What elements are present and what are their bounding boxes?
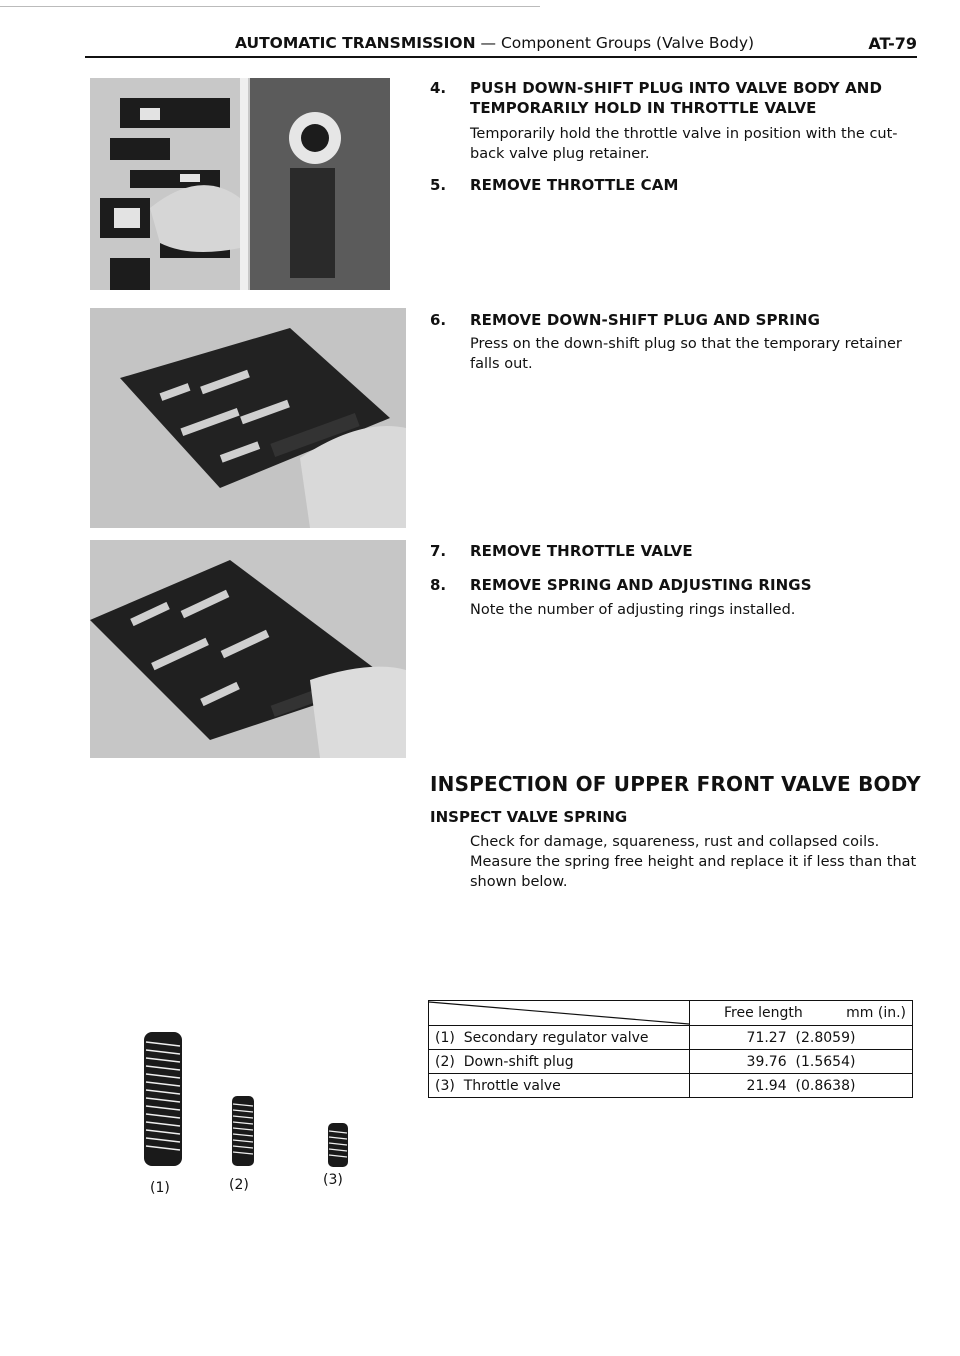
value-mm: 71.27 bbox=[746, 1029, 787, 1046]
inspection-heading: INSPECTION OF UPPER FRONT VALVE BODY bbox=[430, 772, 921, 796]
step-7-number: 7. bbox=[430, 542, 447, 560]
free-length-label: Free length bbox=[724, 1005, 803, 1021]
spring-illustration-1 bbox=[138, 1028, 188, 1174]
value-mm: 39.76 bbox=[746, 1053, 787, 1070]
row-value bbox=[690, 1074, 913, 1098]
step-6-title: REMOVE DOWN-SHIFT PLUG AND SPRING bbox=[470, 311, 820, 329]
step-6-body: Press on the down-shift plug so that the temporary retainer falls out. bbox=[470, 336, 902, 372]
header-title bbox=[235, 34, 754, 52]
step-5-number: 5. bbox=[430, 176, 447, 194]
row-number: (1) bbox=[435, 1029, 455, 1046]
row-name: Down-shift plug bbox=[463, 1053, 574, 1070]
top-edge-rule bbox=[0, 6, 540, 7]
spring-label-2: (2) bbox=[229, 1177, 249, 1193]
page-number: AT-79 bbox=[868, 34, 917, 53]
table-header-row bbox=[429, 1001, 913, 1026]
step-4-number: 4. bbox=[430, 79, 447, 97]
corner-diagonal bbox=[429, 1001, 689, 1025]
header-separator: — bbox=[480, 34, 496, 52]
value-in: (1.5654) bbox=[795, 1053, 856, 1070]
value-mm: 21.94 bbox=[746, 1077, 787, 1094]
photo-down-shift-plug bbox=[90, 308, 406, 528]
row-label bbox=[429, 1026, 690, 1050]
value-in: (0.8638) bbox=[795, 1077, 856, 1094]
step-8-number: 8. bbox=[430, 576, 447, 594]
header-rule bbox=[85, 56, 917, 58]
spring-spec-table bbox=[428, 1000, 913, 1098]
inspection-body: Check for damage, squareness, rust and collapsed coils. Measure the spring free height and replace it if less than that shown below. bbox=[470, 834, 917, 890]
page-header bbox=[85, 30, 917, 54]
free-length-header bbox=[690, 1001, 913, 1026]
row-name: Throttle valve bbox=[463, 1077, 561, 1094]
value-in: (2.8059) bbox=[795, 1029, 856, 1046]
spring-label-1: (1) bbox=[150, 1180, 170, 1196]
header-section: AUTOMATIC TRANSMISSION bbox=[235, 34, 476, 52]
step-6-number: 6. bbox=[430, 311, 447, 329]
inspection-subheading: INSPECT VALVE SPRING bbox=[430, 808, 628, 826]
table-corner-cell bbox=[429, 1001, 690, 1026]
step-4-body: Temporarily hold the throttle valve in position with the cut-back valve plug retainer. bbox=[470, 126, 898, 162]
row-number: (2) bbox=[435, 1053, 455, 1070]
spring-label-3: (3) bbox=[323, 1172, 343, 1188]
step-7-title: REMOVE THROTTLE VALVE bbox=[470, 542, 693, 560]
row-value bbox=[690, 1050, 913, 1074]
table-row bbox=[429, 1074, 913, 1098]
spring-illustration-2 bbox=[228, 1092, 258, 1174]
row-name: Secondary regulator valve bbox=[463, 1029, 649, 1046]
row-label bbox=[429, 1050, 690, 1074]
photo-throttle-cam bbox=[90, 78, 390, 290]
step-4-title: PUSH DOWN-SHIFT PLUG INTO VALVE BODY AND TEMPORARILY HOLD IN THROTTLE VALVE bbox=[470, 79, 883, 117]
table-row bbox=[429, 1050, 913, 1074]
table-row bbox=[429, 1026, 913, 1050]
photo-throttle-valve bbox=[90, 540, 406, 758]
step-8-title: REMOVE SPRING AND ADJUSTING RINGS bbox=[470, 576, 812, 594]
step-5-title: REMOVE THROTTLE CAM bbox=[470, 176, 679, 194]
spring-illustration-3 bbox=[325, 1120, 351, 1174]
header-subsection: Component Groups (Valve Body) bbox=[500, 34, 755, 52]
unit-label: mm (in.) bbox=[846, 1005, 906, 1021]
row-number: (3) bbox=[435, 1077, 455, 1094]
step-8-body: Note the number of adjusting rings installed. bbox=[470, 602, 796, 618]
row-label bbox=[429, 1074, 690, 1098]
row-value bbox=[690, 1026, 913, 1050]
